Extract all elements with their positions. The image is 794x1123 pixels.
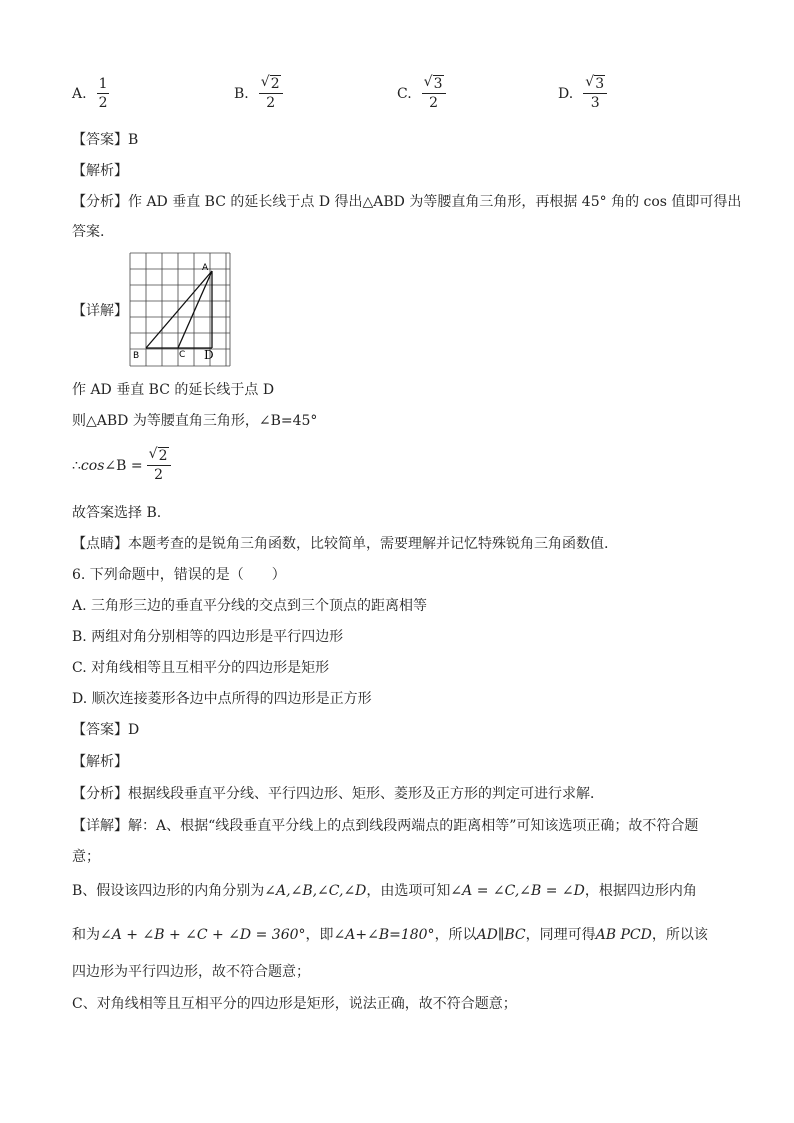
option-c-label: C. [397, 85, 412, 102]
q6-option-a: A. 三角形三边的垂直平分线的交点到三个顶点的距离相等 [72, 598, 428, 614]
option-a-denominator: 2 [98, 95, 108, 111]
option-d-label: D. [558, 85, 574, 102]
q5-jiexi: 【解析】 [72, 163, 128, 179]
option-c-numerator: 3 [433, 76, 443, 92]
ad-parallel-bc: AD∥BC [476, 927, 526, 943]
cos-b-denominator: 2 [154, 467, 163, 483]
grid-triangle-diagram [128, 251, 234, 371]
option-a-fraction [97, 76, 110, 111]
angles-equal: ∠A = ∠C,∠B = ∠D [450, 883, 585, 899]
q5-dianjing: 【点睛】本题考查的是锐角三角函数，比较简单，需要理解并记忆特殊锐角三角函数值. [72, 536, 609, 552]
angles-list: ∠A,∠B,∠C,∠D [264, 883, 367, 899]
q6-question: 6. 下列命题中，错误的是（ ） [72, 567, 286, 583]
triangle-lines [146, 271, 212, 348]
option-d-fraction [583, 76, 607, 111]
point-d-label: D [204, 348, 214, 362]
point-c-label: C [179, 350, 186, 360]
option-b-numerator: 2 [270, 76, 280, 92]
option-d [558, 76, 609, 111]
cos-text: cos∠ [80, 457, 117, 474]
segment-ca [178, 271, 212, 348]
therefore-symbol: ∴ [72, 457, 81, 474]
cos-b-numerator: 2 [158, 448, 168, 464]
option-b-denominator: 2 [266, 95, 276, 111]
option-a [72, 76, 111, 111]
option-d-denominator: 3 [590, 95, 600, 111]
q6-option-b: B. 两组对角分别相等的四边形是平行四边形 [72, 629, 344, 645]
angle-sum-360: ∠A + ∠B + ∠C + ∠D = 360° [100, 927, 306, 943]
option-b [234, 76, 285, 111]
option-c-denominator: 2 [429, 95, 439, 111]
q6-answer: 【答案】D [72, 722, 140, 738]
option-a-label: A. [72, 85, 87, 102]
q6-xiangjie-line1: 【详解】解：A、根据“线段垂直平分线上的点到线段两端点的距离相等”可知该选项正确；故不符合题 [72, 818, 699, 834]
q5-fenxi-line2: 答案. [72, 224, 105, 240]
q5-fenxi-line1: 【分析】作 AD 垂直 BC 的延长线于点 D 得出△ABD 为等腰直角三角形，再根据 45° 角的 cos 值即可得出 [72, 194, 742, 210]
option-b-fraction [259, 76, 283, 111]
q5-step2: 则△ABD 为等腰直角三角形，∠B=45° [72, 413, 318, 429]
sqrt-symbol: √ 2 [148, 446, 168, 464]
q5-xiangjie-label: 【详解】 [72, 303, 128, 319]
q5-answer: 【答案】B [72, 132, 139, 148]
q6-xiangjie-line2: 意； [72, 849, 100, 865]
q6-b-line2: 和为∠A + ∠B + ∠C + ∠D = 360°，即∠A+∠B=180°，所以AD∥BC，同理可得AB PCD，所以该 [72, 927, 708, 943]
option-c [397, 76, 448, 111]
q6-jiexi: 【解析】 [72, 754, 128, 770]
q6-option-c: C. 对角线相等且互相平分的四边形是矩形 [72, 660, 330, 676]
option-b-label: B. [234, 85, 249, 102]
q6-fenxi: 【分析】根据线段垂直平分线、平行四边形、矩形、菱形及正方形的判定可进行求解． [72, 786, 604, 802]
ab-parallel-cd: AB PCD [595, 927, 652, 943]
sqrt-symbol: √ 3 [585, 74, 605, 92]
angle-sum-180: ∠A+∠B=180° [333, 927, 435, 943]
q5-step1: 作 AD 垂直 BC 的延长线于点 D [72, 382, 275, 398]
point-a-label: A [202, 263, 209, 273]
segment-ba [146, 271, 212, 348]
q6-option-d: D. 顺次连接菱形各边中点所得的四边形是正方形 [72, 691, 372, 707]
q6-c-line1: C、对角线相等且互相平分的四边形是矩形，说法正确，故不符合题意； [72, 996, 517, 1012]
q6-b-line3: 四边形为平行四边形，故不符合题意； [72, 964, 310, 980]
q5-step4: 故答案选择 B. [72, 505, 162, 521]
q5-step3 [72, 448, 173, 483]
cos-b-fraction [147, 448, 171, 483]
option-a-numerator: 1 [98, 76, 108, 92]
point-b-label: B [133, 351, 140, 361]
angle-b-text: B = [116, 457, 143, 474]
q6-b-line1: B、假设该四边形的内角分别为∠A,∠B,∠C,∠D，由选项可知∠A = ∠C,∠B = ∠D，根据四边形内角 [72, 883, 697, 899]
sqrt-symbol: √ 3 [423, 74, 443, 92]
sqrt-symbol: √ 2 [260, 74, 280, 92]
option-d-numerator: 3 [595, 76, 605, 92]
option-c-fraction [422, 76, 446, 111]
